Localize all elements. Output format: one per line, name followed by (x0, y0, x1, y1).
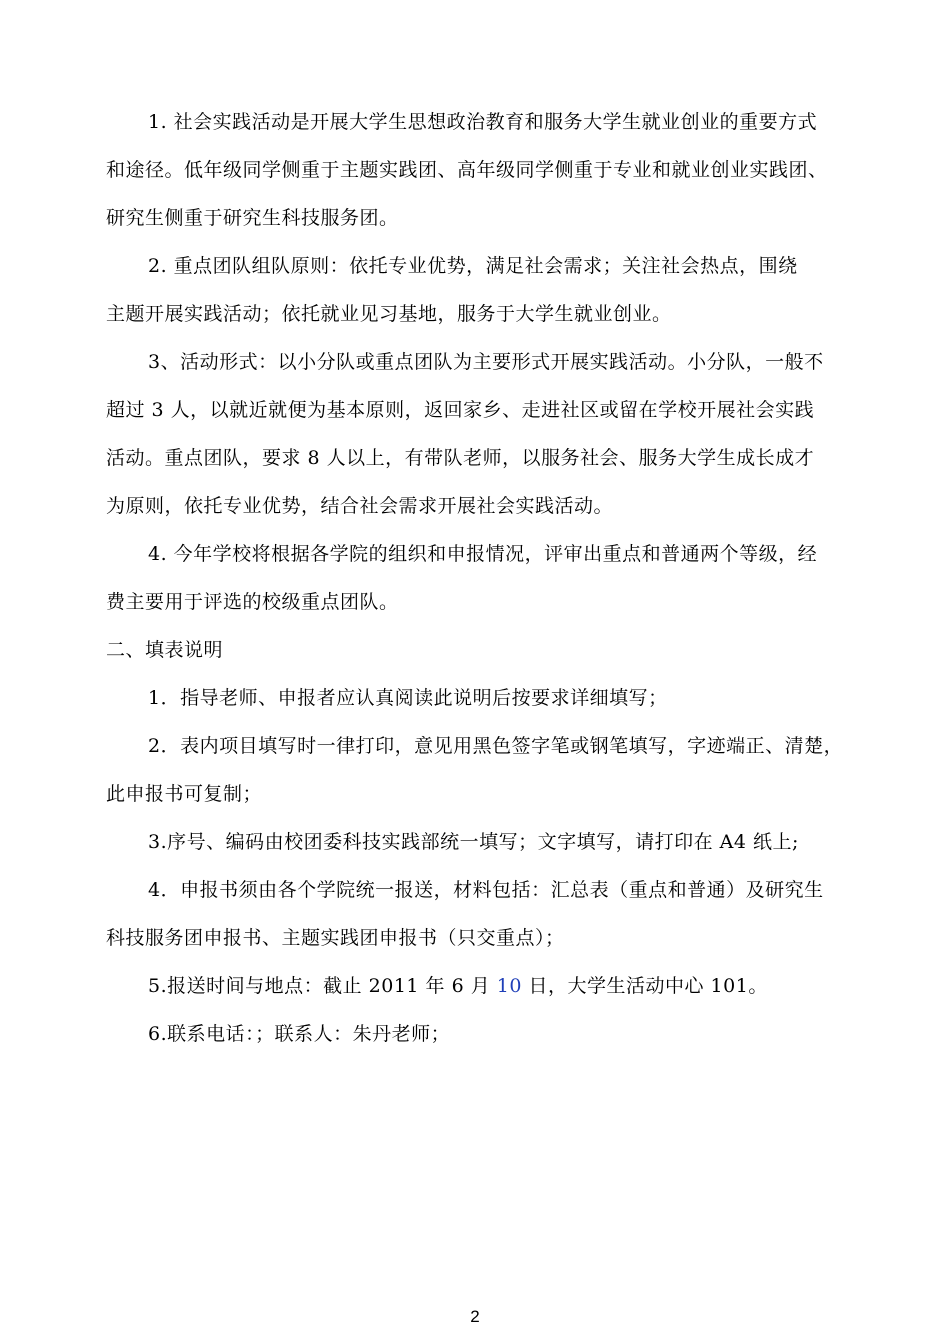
item-3-line-1: 3、活动形式：以小分队或重点团队为主要形式开展实践活动。小分队，一般不 (148, 351, 824, 373)
instruction-4-line-1: 4．申报书须由各个学院统一报送，材料包括：汇总表（重点和普通）及研究生 (148, 879, 824, 901)
instruction-5 (148, 974, 768, 998)
deadline-day: 10 (496, 975, 522, 997)
item-1-line-2: 和途径。低年级同学侧重于主题实践团、高年级同学侧重于专业和就业创业实践团、 (106, 159, 828, 181)
instruction-4-line-2: 科技服务团申报书、主题实践团申报书（只交重点）； (106, 927, 565, 949)
instruction-6: 6.联系电话：；联系人：朱丹老师； (148, 1023, 451, 1045)
instruction-2-line-2: 此申报书可复制； (106, 783, 263, 805)
item-3-line-3: 活动。重点团队，要求 8 人以上，有带队老师，以服务社会、服务大学生成长成才 (106, 447, 815, 469)
item-1-line-1: 1. 社会实践活动是开展大学生思想政治教育和服务大学生就业创业的重要方式 (148, 111, 818, 133)
instruction-5-after: 日，大学生活动中心 101。 (521, 975, 768, 997)
instruction-5-before: 5.报送时间与地点：截止 2011 年 6 月 (148, 975, 497, 997)
item-2-line-1: 2. 重点团队组队原则：依托专业优势，满足社会需求；关注社会热点，围绕 (148, 255, 798, 277)
item-3-line-4: 为原则，依托专业优势，结合社会需求开展社会实践活动。 (106, 495, 614, 517)
item-3-line-2: 超过 3 人，以就近就便为基本原则，返回家乡、走进社区或留在学校开展社会实践 (106, 399, 815, 421)
item-2-line-2: 主题开展实践活动；依托就业见习基地，服务于大学生就业创业。 (106, 303, 672, 325)
section-heading: 二、填表说明 (106, 639, 224, 661)
instruction-2-line-1: 2．表内项目填写时一律打印，意见用黑色签字笔或钢笔填写，字迹端正、清楚， (148, 735, 844, 757)
item-4-line-1: 4. 今年学校将根据各学院的组织和申报情况，评审出重点和普通两个等级，经 (148, 543, 818, 565)
instruction-3: 3.序号、编码由校团委科技实践部统一填写；文字填写，请打印在 A4 纸上; (148, 831, 799, 853)
instruction-1: 1．指导老师、申报者应认真阅读此说明后按要求详细填写； (148, 687, 668, 709)
item-1-line-3: 研究生侧重于研究生科技服务团。 (106, 207, 399, 229)
item-4-line-2: 费主要用于评选的校级重点团队。 (106, 591, 399, 613)
page-number: 2 (470, 1307, 480, 1326)
